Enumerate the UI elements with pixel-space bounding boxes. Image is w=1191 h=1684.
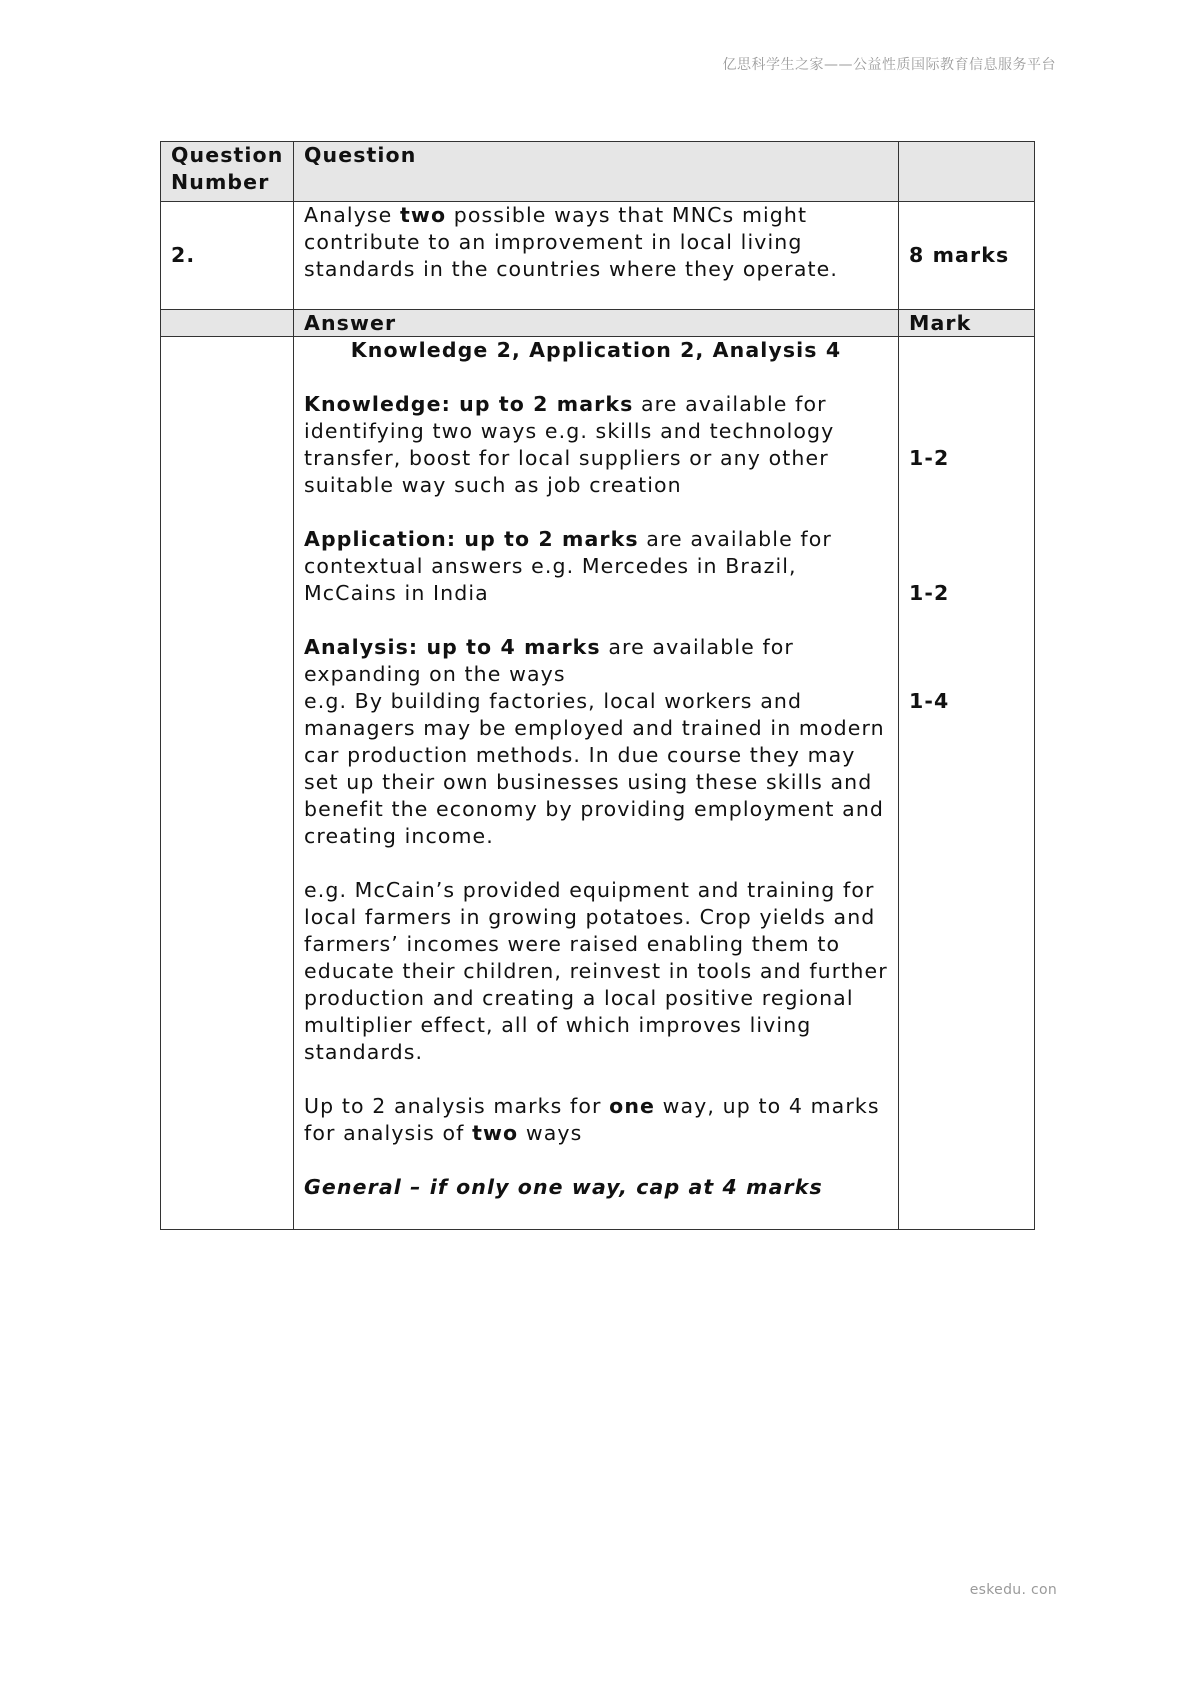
blank-answer-header [161,310,294,337]
footer-brand: eskedu. con [969,1582,1057,1598]
question-number-header: Question Number [161,142,294,202]
blank-answer-cell [161,337,294,1230]
question-marks: 8 marks [899,202,1035,310]
mark-application: 1-2 [909,581,950,605]
answer-row [161,337,1035,1230]
mark-cell [899,337,1035,1230]
application-criteria: Application: up to 2 marks are available for contextual answers e.g. Mercedes in Brazil, McCains in India [304,527,832,605]
header-brand: 亿思科学生之家——公益性质国际教育信息服务平台 [722,57,1056,73]
marks-summary: Knowledge 2, Application 2, Analysis 4 [350,338,842,362]
answer-cell [294,337,899,1230]
question-number: 2. [161,202,294,310]
analysis-example-2: e.g. McCain’s provided equipment and training for local farmers in growing potatoes. Crop yields and farmers’ incomes were raised enabling them to educate their children, reinvest in tools and further production and creating a local positive regional multiplier effect, all of which improves living standards. [304,878,888,1064]
answer-header: Answer [294,310,899,337]
table-header-row [161,142,1035,202]
mark-scheme-table [160,141,1035,1230]
mark-knowledge: 1-2 [909,446,950,470]
general-guidance: General – if only one way, cap at 4 marks [304,1175,823,1199]
question-row [161,202,1035,310]
analysis-note: Up to 2 analysis marks for one way, up to 4 marks for analysis of two ways [304,1094,880,1145]
question-header: Question [294,142,899,202]
answer-header-row [161,310,1035,337]
question-text: Analyse two possible ways that MNCs might contribute to an improvement in local living standards in the countries where they operate. [294,202,899,310]
analysis-criteria: Analysis: up to 4 marks are available for expanding on the ways [304,635,794,686]
mark-header: Mark [899,310,1035,337]
blank-header [899,142,1035,202]
mark-analysis: 1-4 [909,689,950,713]
analysis-example-1: e.g. By building factories, local workers and managers may be employed and trained in modern car production methods. In due course they may set up their own businesses using these skills and benefit the economy by providing employment and creating income. [304,689,885,848]
knowledge-criteria: Knowledge: up to 2 marks are available for identifying two ways e.g. skills and technology transfer, boost for local suppliers or any other suitable way such as job creation [304,392,835,497]
